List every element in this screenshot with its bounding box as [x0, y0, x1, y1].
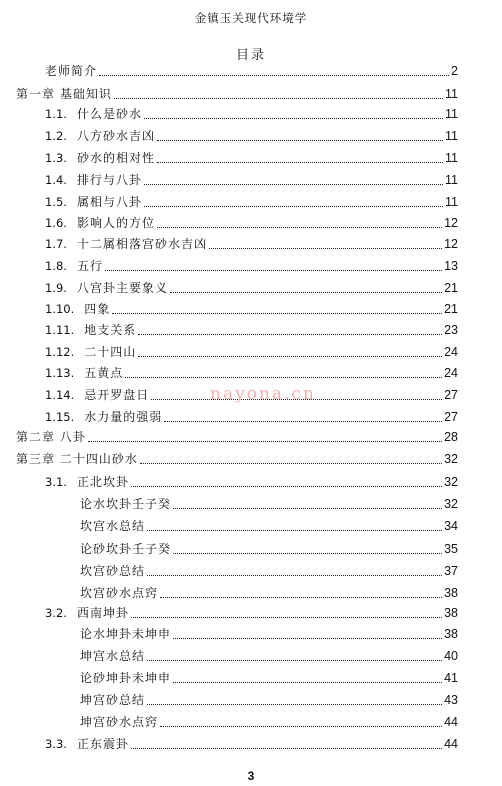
toc-entry-label: [80, 626, 171, 643]
toc-entry[interactable]: [80, 648, 458, 665]
toc-entry-label: [45, 605, 129, 622]
toc-entry-page: 13: [444, 259, 458, 273]
toc-entry-label: [45, 106, 142, 123]
toc-entry-text: 正北坎卦: [76, 475, 129, 489]
toc-entry-text: 坎宫砂水点窍: [80, 586, 159, 600]
toc-entry-label: [45, 128, 155, 145]
toc-entry-label: [45, 215, 155, 232]
toc-entry[interactable]: [45, 258, 458, 275]
toc-entry-number: 1.12.: [45, 345, 75, 359]
toc-entry-label: [45, 194, 142, 211]
toc-entry-text: 坤宫砂总结: [80, 693, 146, 707]
toc-entry-label: [45, 236, 207, 253]
toc-entry-text: 老师简介: [45, 64, 98, 78]
dot-leader: [157, 140, 443, 141]
toc-entry-text: 西南坤卦: [76, 606, 129, 620]
dot-leader: [160, 597, 442, 598]
toc-entry-text: 砂水的相对性: [76, 151, 155, 165]
toc-entry[interactable]: [45, 605, 458, 622]
toc-entry-number: 1.5.: [45, 195, 67, 209]
dot-leader: [209, 248, 442, 249]
dot-leader: [147, 704, 442, 705]
toc-entry-number: 1.3.: [45, 151, 67, 165]
toc-entry-text: 属相与八卦: [76, 195, 142, 209]
toc-entry-number: 1.2.: [45, 129, 67, 143]
toc-entry-number: 1.15.: [45, 410, 75, 424]
toc-entry-number: 1.13.: [45, 366, 75, 380]
toc-entry[interactable]: [80, 626, 458, 643]
toc-entry-label: [45, 409, 162, 426]
toc-entry-number: 1.10.: [45, 302, 75, 316]
toc-entry-number: 1.8.: [45, 259, 67, 273]
toc-entry-label: [45, 365, 123, 382]
toc-entry-label: [80, 670, 171, 687]
dot-leader: [114, 98, 443, 99]
toc-entry-label: [80, 585, 158, 602]
toc-entry-label: [45, 387, 149, 404]
dot-leader: [170, 292, 442, 293]
toc-title: 目录: [235, 48, 266, 63]
toc-entry-page: 11: [445, 129, 458, 143]
toc-entry-label: [45, 301, 110, 318]
toc-entry-label: [45, 150, 155, 167]
toc-entry-text: 什么是砂水: [76, 107, 142, 121]
toc-entry[interactable]: [45, 301, 458, 318]
toc-entry-page: 43: [444, 693, 458, 707]
dot-leader: [164, 421, 442, 422]
toc-entry-text: 四象: [84, 302, 111, 316]
toc-entry-label: [45, 172, 142, 189]
toc-entry[interactable]: [45, 280, 458, 297]
toc-entry-text: 忌开罗盘日: [84, 388, 150, 402]
toc-entry[interactable]: [45, 365, 458, 382]
toc-entry-text: 五黄点: [84, 366, 124, 380]
toc-entry[interactable]: [45, 474, 458, 491]
toc-entry-text: 八方砂水吉凶: [76, 129, 155, 143]
toc-entry-label: [16, 86, 112, 103]
toc-entry-label: [45, 322, 136, 339]
dot-leader: [144, 206, 443, 207]
toc-entry-page: 11: [445, 87, 458, 101]
toc-entry[interactable]: [45, 215, 458, 232]
dot-leader: [144, 184, 443, 185]
toc-entry[interactable]: [80, 670, 458, 687]
running-header: 金镇玉关现代环境学: [194, 11, 308, 25]
toc-entry-number: 1.14.: [45, 388, 75, 402]
dot-leader: [147, 530, 442, 531]
toc-entry-page: 32: [444, 475, 458, 489]
dot-leader: [173, 682, 442, 683]
toc-entry-page: 11: [445, 151, 458, 165]
toc-entry-page: 12: [444, 216, 458, 230]
toc-entry-page: 12: [444, 237, 458, 251]
toc-entry-page: 44: [444, 737, 458, 751]
toc-entry-page: 24: [444, 366, 458, 380]
toc-entry-number: 1.4.: [45, 173, 67, 187]
toc-entry-text: 八宫卦主要象义: [76, 281, 168, 295]
toc-entry-page: 32: [444, 497, 458, 511]
toc-entry-page: 21: [444, 302, 458, 316]
toc-entry-page: 27: [444, 410, 458, 424]
toc-entry-text: 坤宫砂水点窍: [80, 715, 159, 729]
toc-entry[interactable]: [80, 563, 458, 580]
dot-leader: [99, 75, 449, 76]
toc-entry[interactable]: [80, 585, 458, 602]
toc-entry-text: 坎宫水总结: [80, 519, 146, 533]
toc-entry-label: [45, 258, 103, 275]
toc-entry[interactable]: [45, 150, 458, 167]
toc-entry-text: 论砂坎卦壬子癸: [80, 542, 172, 556]
toc-entry[interactable]: [45, 736, 458, 753]
toc-entry-label: [16, 451, 138, 468]
dot-leader: [144, 118, 443, 119]
toc-entry-text: 第二章 八卦: [16, 430, 86, 444]
toc-entry-page: 24: [444, 345, 458, 359]
toc-entry-text: 排行与八卦: [76, 173, 142, 187]
toc-entry-text: 正东震卦: [76, 737, 129, 751]
dot-leader: [131, 486, 442, 487]
toc-entry-page: 41: [444, 671, 458, 685]
toc-entry-label: [45, 474, 129, 491]
toc-entry-page: 2: [451, 64, 458, 78]
toc-entry-page: 37: [444, 564, 458, 578]
toc-entry-number: 3.2.: [45, 606, 67, 620]
toc-entry[interactable]: [16, 451, 458, 468]
toc-entry[interactable]: [16, 86, 458, 103]
toc-entry-text: 五行: [76, 259, 103, 273]
toc-entry[interactable]: [45, 106, 458, 123]
dot-leader: [173, 508, 442, 509]
toc-entry[interactable]: [80, 692, 458, 709]
toc-entry[interactable]: [16, 429, 458, 446]
toc-entry-page: 11: [445, 195, 458, 209]
toc-entry-label: [80, 563, 145, 580]
dot-leader: [173, 553, 442, 554]
dot-leader: [131, 617, 442, 618]
dot-leader: [88, 441, 442, 442]
toc-entry[interactable]: [45, 322, 458, 339]
toc-entry-page: 23: [444, 323, 458, 337]
toc-entry-text: 十二属相落宫砂水吉凶: [76, 237, 207, 251]
dot-leader: [125, 377, 442, 378]
toc-entry[interactable]: [45, 128, 458, 145]
toc-entry-label: [45, 344, 136, 361]
toc-entry-page: 40: [444, 649, 458, 663]
dot-leader: [112, 313, 442, 314]
toc-entry-page: 38: [444, 606, 458, 620]
toc-entry-number: 1.9.: [45, 281, 67, 295]
toc-entry[interactable]: [80, 496, 458, 513]
toc-entry-number: 3.3.: [45, 737, 67, 751]
toc-entry-label: [80, 541, 171, 558]
toc-entry[interactable]: [45, 344, 458, 361]
toc-entry-page: 11: [445, 107, 458, 121]
toc-entry-label: [80, 496, 171, 513]
toc-entry-text: 第三章 二十四山砂水: [16, 452, 138, 466]
dot-leader: [131, 748, 442, 749]
toc-entry-number: 3.1.: [45, 475, 67, 489]
toc-entry-text: 地支关系: [84, 323, 137, 337]
toc-entry-number: 1.6.: [45, 216, 67, 230]
dot-leader: [147, 660, 442, 661]
toc-entry-page: 32: [444, 452, 458, 466]
toc-entry-page: 38: [444, 627, 458, 641]
toc-entry-page: 21: [444, 281, 458, 295]
page-number: 3: [247, 769, 255, 783]
dot-leader: [105, 270, 442, 271]
dot-leader: [157, 162, 443, 163]
toc-entry-label: [80, 648, 145, 665]
toc-entry-page: 11: [445, 173, 458, 187]
toc-entry[interactable]: [45, 63, 458, 80]
toc-entry-text: 坤宫水总结: [80, 649, 146, 663]
toc-entry-label: [80, 518, 145, 535]
toc-entry[interactable]: [80, 541, 458, 558]
dot-leader: [173, 638, 442, 639]
toc-entry-page: 35: [444, 542, 458, 556]
toc-entry-number: 1.7.: [45, 237, 67, 251]
toc-entry-text: 论水坎卦壬子癸: [80, 497, 172, 511]
toc-entry-page: 27: [444, 388, 458, 402]
toc-entry[interactable]: [45, 409, 458, 426]
toc-entry-label: [45, 736, 129, 753]
toc-entry-text: 水力量的强弱: [84, 410, 163, 424]
toc-entry-text: 论水坤卦未坤申: [80, 627, 172, 641]
watermark-text: nayona.cn: [210, 384, 316, 404]
toc-entry[interactable]: [45, 172, 458, 189]
toc-entry-text: 第一章 基础知识: [16, 87, 112, 101]
dot-leader: [147, 575, 442, 576]
toc-entry-page: 38: [444, 586, 458, 600]
toc-entry-text: 影响人的方位: [76, 216, 155, 230]
toc-entry-label: [45, 280, 168, 297]
toc-entry-label: [16, 429, 86, 446]
toc-entry-number: 1.1.: [45, 107, 67, 121]
toc-entry-text: 二十四山: [84, 345, 137, 359]
toc-entry-label: [80, 714, 158, 731]
dot-leader: [138, 356, 442, 357]
toc-entry[interactable]: [45, 236, 458, 253]
toc-entry-number: 1.11.: [45, 323, 75, 337]
dot-leader: [160, 726, 442, 727]
toc-entry[interactable]: [80, 518, 458, 535]
dot-leader: [138, 334, 442, 335]
toc-entry-label: [45, 63, 97, 80]
toc-entry-text: 坎宫砂总结: [80, 564, 146, 578]
toc-entry[interactable]: [80, 714, 458, 731]
toc-entry-page: 34: [444, 519, 458, 533]
toc-entry-text: 论砂坤卦未坤申: [80, 671, 172, 685]
dot-leader: [140, 463, 442, 464]
toc-entry-label: [80, 692, 145, 709]
toc-entry-page: 44: [444, 715, 458, 729]
toc-entry-page: 28: [444, 430, 458, 444]
dot-leader: [157, 227, 442, 228]
toc-entry[interactable]: [45, 194, 458, 211]
